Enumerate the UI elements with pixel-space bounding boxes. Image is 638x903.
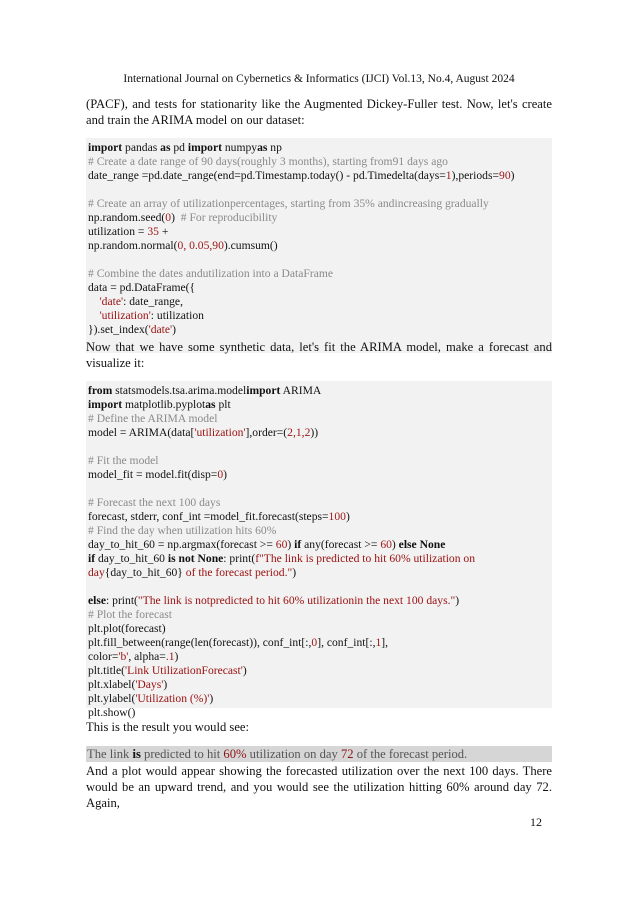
- code-comment: # Forecast the next 100 days: [88, 496, 221, 509]
- code-comment: # Find the day when utilization hits 60%: [88, 524, 277, 537]
- code-line: 'date': date_range,: [99, 295, 183, 308]
- code-comment: # Plot the forecast: [88, 608, 173, 621]
- code-line: plt.plot(forecast): [88, 622, 166, 635]
- paragraph-fit-intro: Now that we have some synthetic data, let's fit the ARIMA model, make a forecast and visualize it:: [86, 340, 552, 370]
- paragraph-intro: (PACF), and tests for stationarity like the Augmented Dickey-Fuller test. Now, let's create and train the ARIMA model on our dataset:: [86, 97, 552, 127]
- code-line: plt.xlabel('Days'): [88, 678, 168, 691]
- code-comment: # Create a date range of 90 days(roughly 3 months), starting from91 days ago: [88, 155, 448, 168]
- code-line: plt.ylabel('Utilization (%)'): [88, 692, 214, 705]
- paragraph-conclusion: And a plot would appear showing the forecasted utilization over the next 100 days. There would be an upward trend, and you would see the utilization hitting 60% around day 72. Again,: [86, 764, 552, 810]
- code-block-data: [86, 138, 552, 353]
- code-line: from statsmodels.tsa.arima.modelimport ARIMA: [88, 384, 322, 397]
- code-line: model = ARIMA(data['utilization'],order=(2,1,2)): [88, 426, 319, 439]
- code-block-arima: [86, 381, 552, 719]
- code-line: import pandas as pd import numpyas np: [88, 141, 282, 154]
- code-line: color='b', alpha=.1): [88, 650, 179, 663]
- code-line: else: print("The link is notpredicted to hit 60% utilizationin the next 100 days."): [88, 594, 460, 607]
- code-line: day{day_to_hit_60} of the forecast period."): [88, 566, 297, 579]
- code-line: plt.show(): [88, 706, 136, 719]
- code-line: if day_to_hit_60 is not None: print(f"The link is predicted to hit 60% utilization on: [88, 552, 476, 565]
- code-line: 'utilization': utilization: [99, 309, 204, 322]
- code-line: np.random.seed(0) # For reproducibility: [88, 211, 278, 224]
- code-line: data = pd.DataFrame({: [88, 281, 196, 294]
- code-line: plt.fill_between(range(len(forecast)), conf_int[:,0], conf_int[:,1],: [88, 636, 389, 649]
- code-line: np.random.normal(0, 0.05,90).cumsum(): [88, 239, 278, 252]
- code-comment: # Fit the model: [88, 454, 159, 467]
- code-line: utilization = 35 +: [88, 225, 169, 238]
- code-line: model_fit = model.fit(disp=0): [88, 468, 227, 481]
- code-comment: # Combine the dates andutilization into a DataFrame: [88, 267, 334, 280]
- code-comment: # Create an array of utilizationpercentages, starting from 35% andincreasing gradually: [88, 197, 489, 210]
- code-line: }).set_index('date'): [88, 323, 176, 336]
- code-line: date_range =pd.date_range(end=pd.Timestamp.today() - pd.Timedelta(days=1),periods=90): [88, 169, 515, 182]
- code-line: forecast, stderr, conf_int =model_fit.forecast(steps=100): [88, 510, 350, 523]
- code-line: day_to_hit_60 = np.argmax(forecast >= 60) if any(forecast >= 60) else None: [88, 538, 446, 551]
- journal-header: International Journal on Cybernetics & Informatics (IJCI) Vol.13, No.4, August 2024: [123, 73, 515, 85]
- paragraph-result-intro: This is the result you would see:: [86, 720, 249, 734]
- code-line: plt.title('Link UtilizationForecast'): [88, 664, 247, 677]
- code-line: import matplotlib.pyplotas plt: [88, 398, 231, 411]
- page-number: 12: [530, 815, 542, 829]
- code-comment: # Define the ARIMA model: [88, 412, 218, 425]
- result-output: The link is predicted to hit 60% utilization on day 72 of the forecast period.: [86, 746, 552, 762]
